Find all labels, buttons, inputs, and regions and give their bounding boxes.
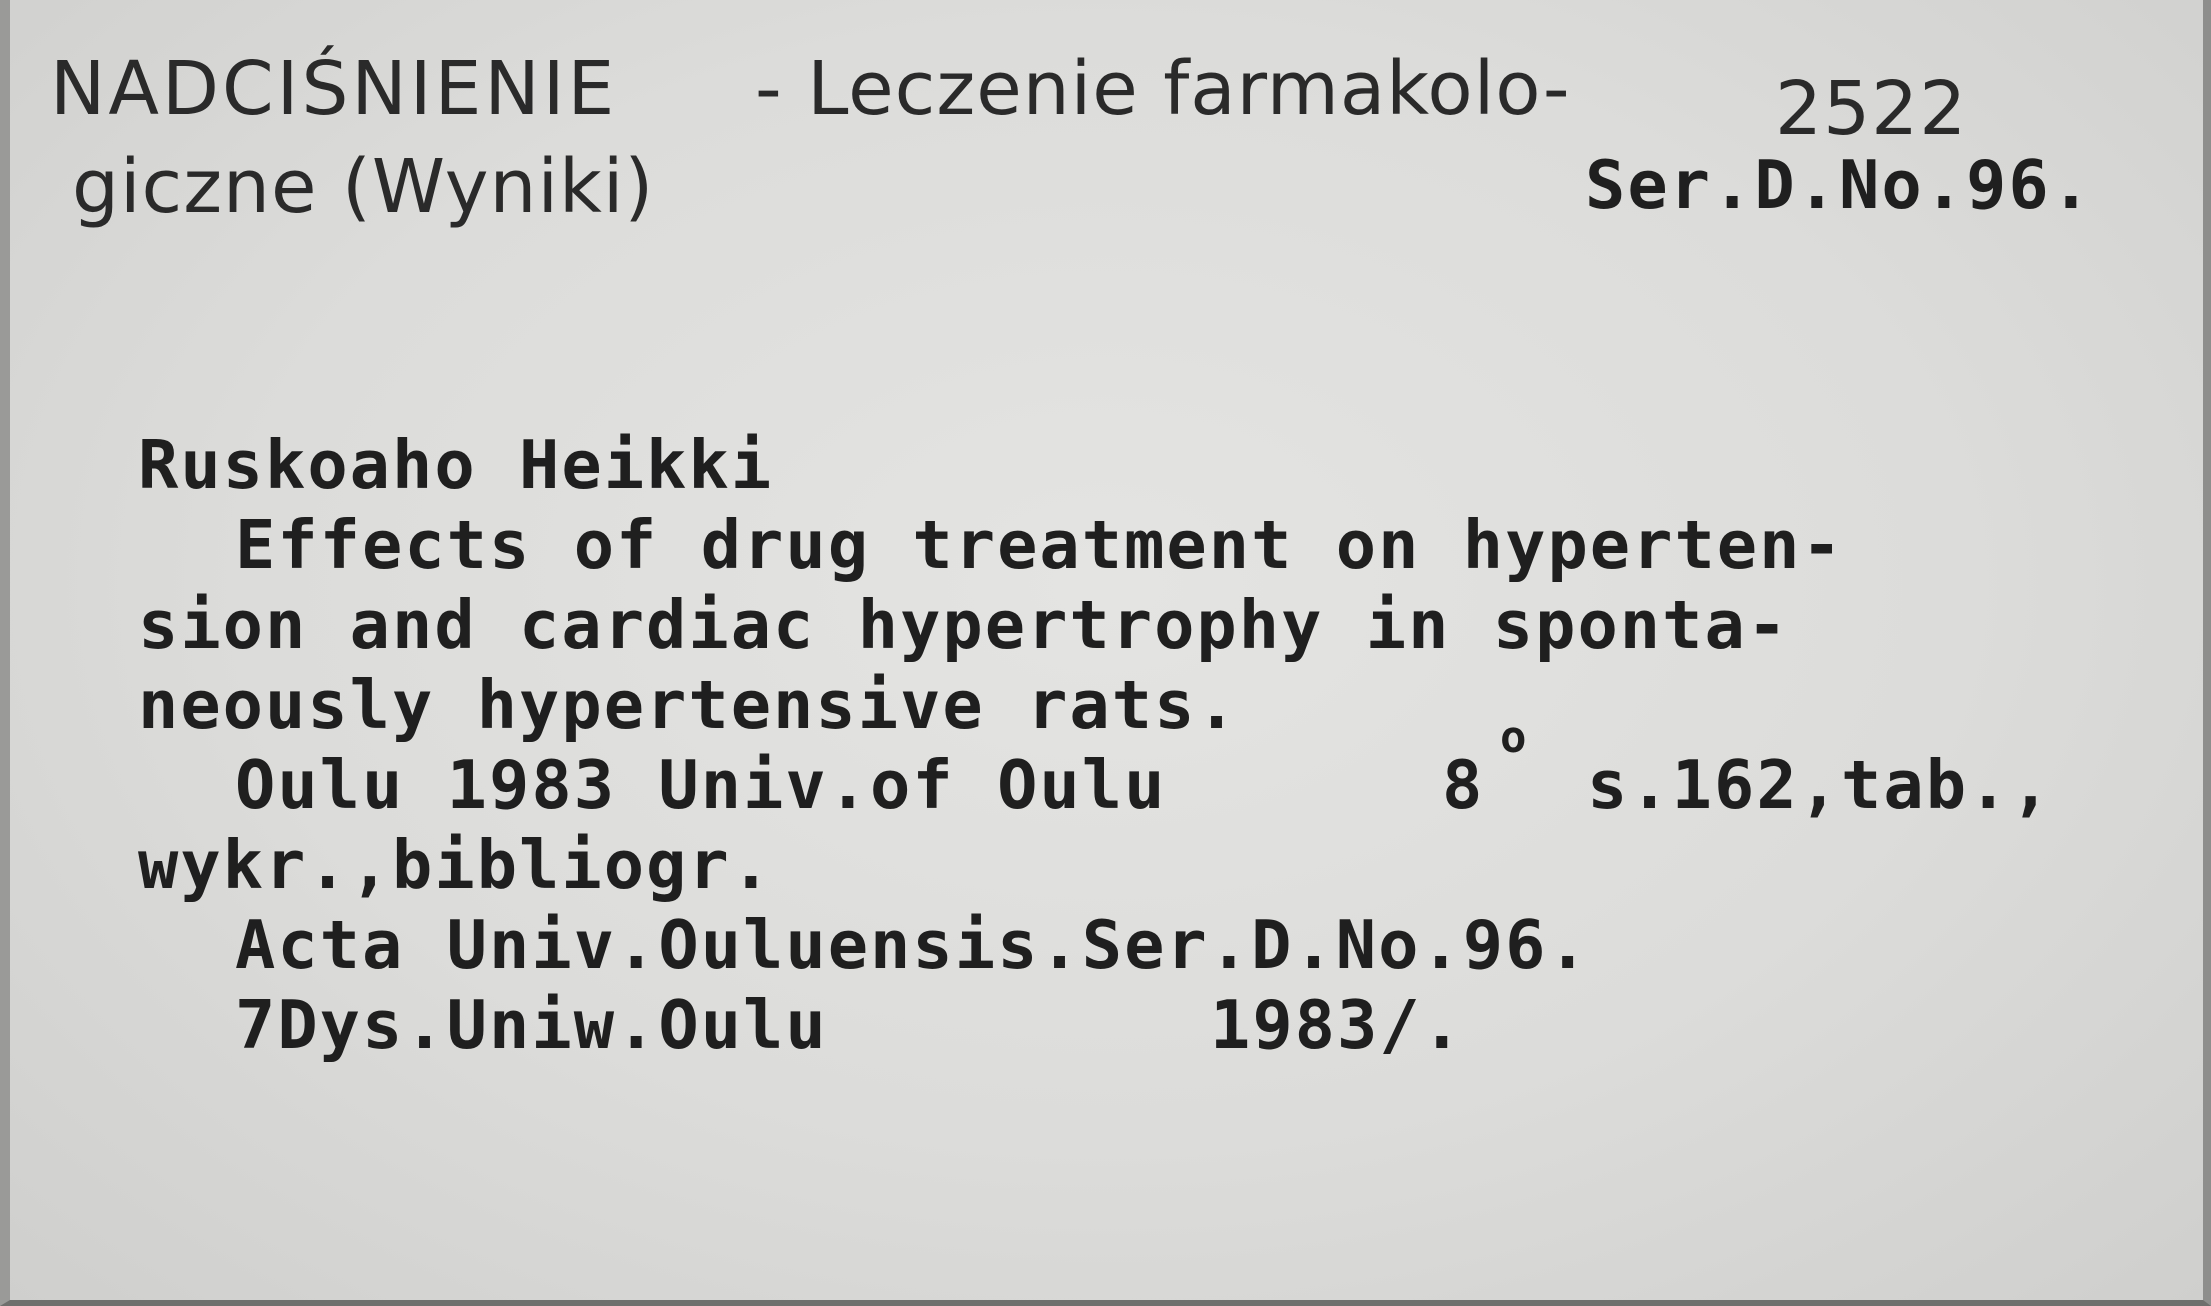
title-line-2: sion and cardiac hypertrophy in sponta- (138, 586, 1790, 664)
subject-heading-rest: - Leczenie farmakolo- (755, 46, 1571, 132)
format-number: 8 (1442, 746, 1485, 824)
dissertation-note: 7Dys.Uniw.Oulu (235, 986, 828, 1064)
title-line-3: neously hypertensive rats. (138, 666, 1239, 744)
author: Ruskoaho Heikki (138, 426, 774, 504)
series-statement: Acta Univ.Ouluensis.Ser.D.No.96. (235, 906, 1590, 984)
imprint: Oulu 1983 Univ.of Oulu (235, 746, 1167, 824)
pagination: s.162,tab., (1587, 746, 2053, 824)
subject-heading-caps: NADCIŚNIENIE (50, 46, 618, 132)
illustrations-bibliography: wykr.,bibliogr. (138, 826, 774, 904)
format-superscript: o (1500, 712, 1527, 763)
card-number: 2522 (1775, 66, 1968, 152)
dissertation-year: 1983/. (1210, 986, 1465, 1064)
subject-heading-line2: giczne (Wyniki) (72, 144, 655, 230)
title-line-1: Effects of drug treatment on hyperten- (235, 506, 1844, 584)
series-reference: Ser.D.No.96. (1585, 146, 2094, 224)
